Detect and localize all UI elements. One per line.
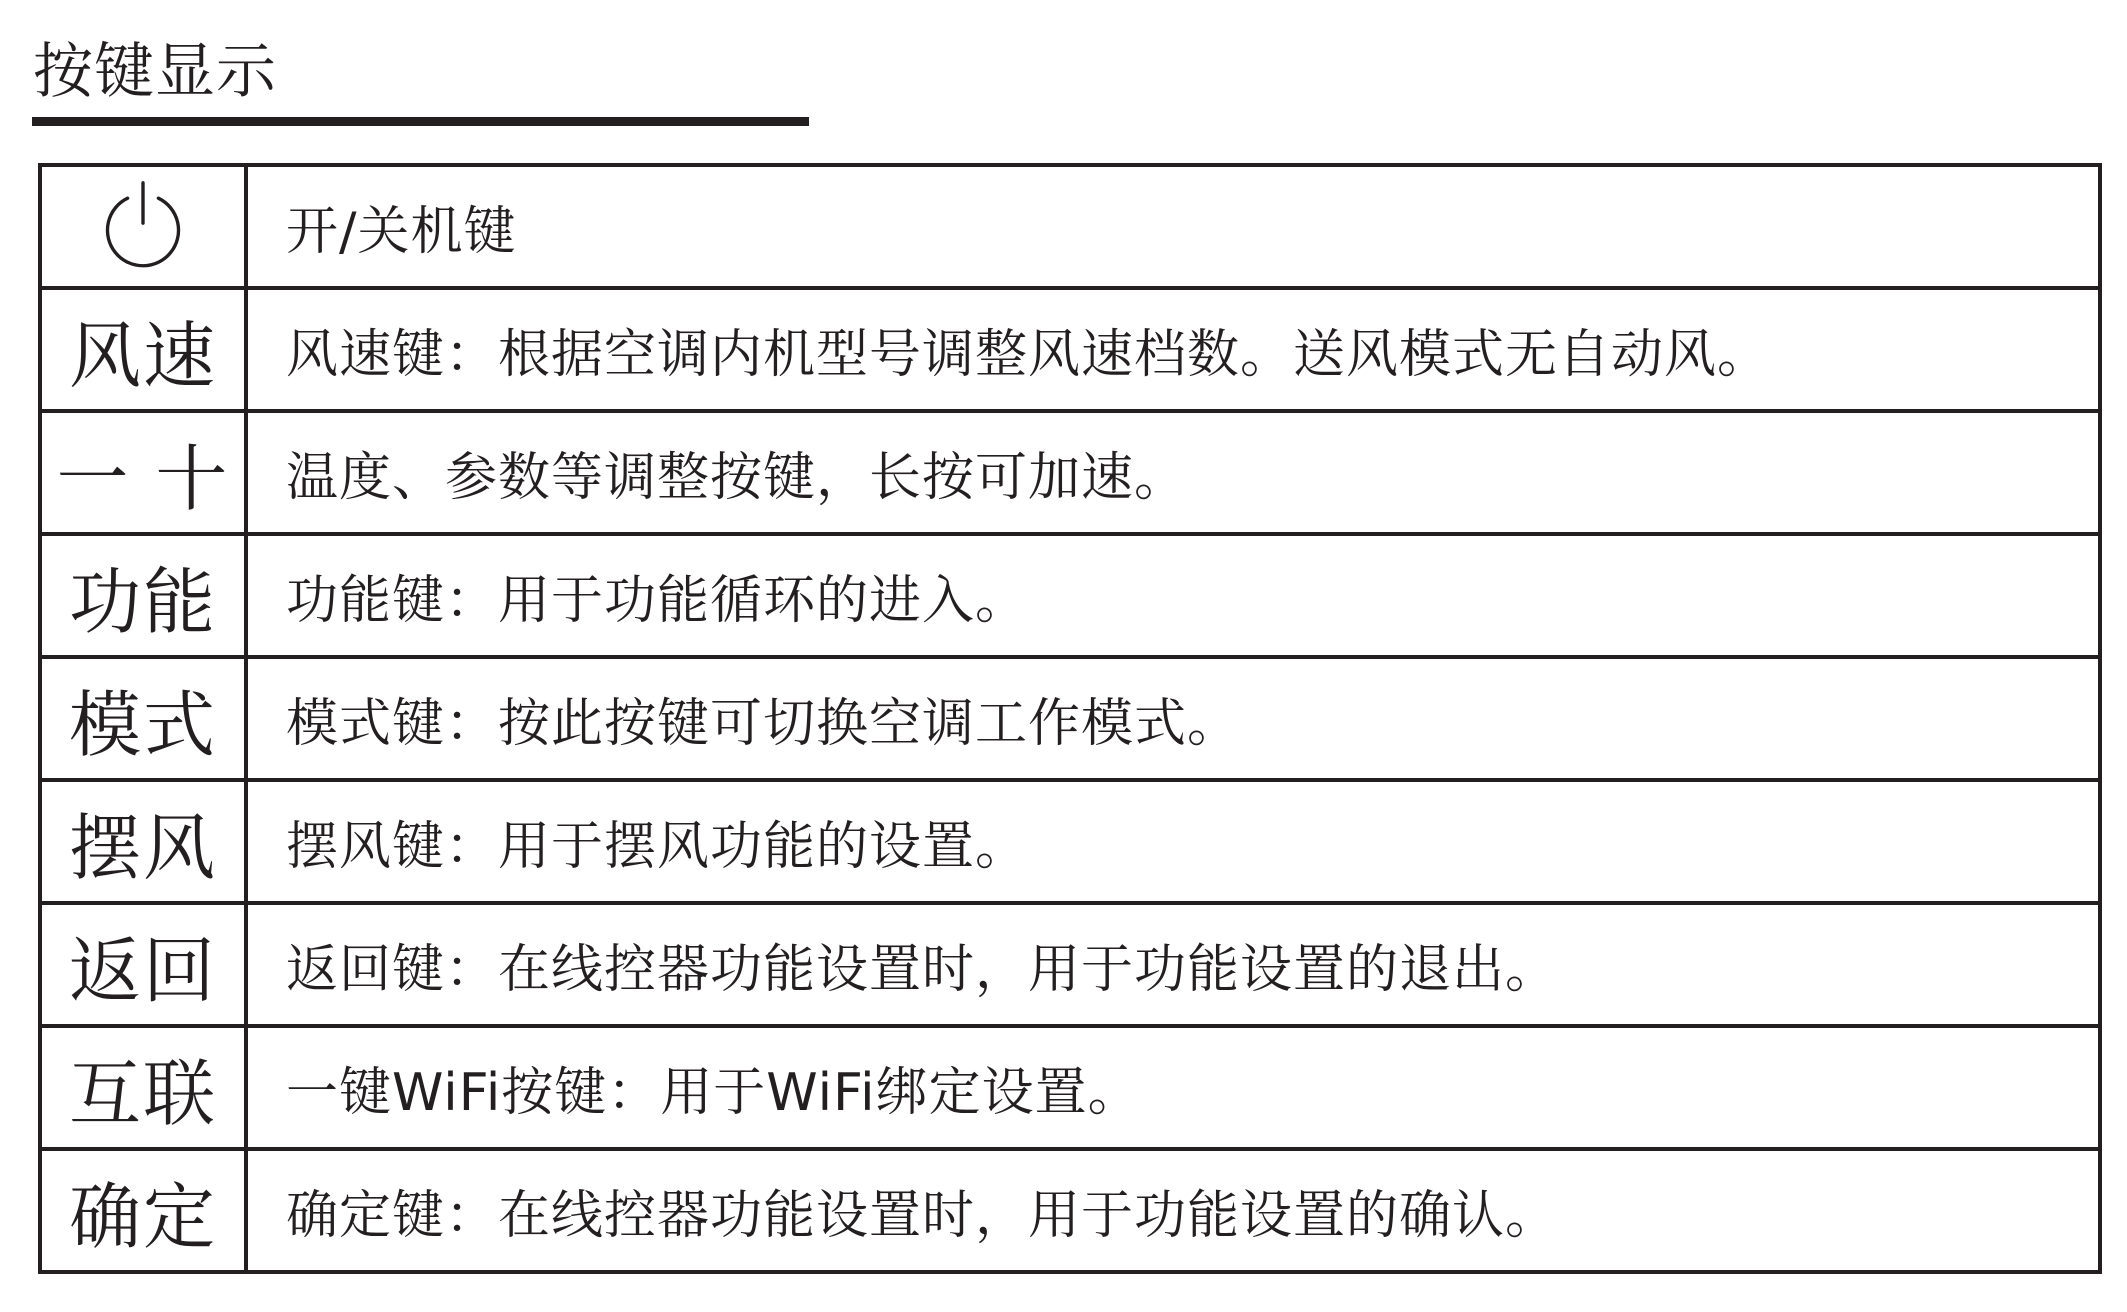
description-cell: 确定键：在线控器功能设置时，用于功能设置的确认。 <box>246 1149 2100 1272</box>
power-icon <box>95 179 191 275</box>
table-row <box>40 288 2100 411</box>
table-row <box>40 657 2100 780</box>
table-row <box>40 534 2100 657</box>
table-row <box>40 1026 2100 1149</box>
key-function-table <box>38 163 2102 1274</box>
description-cell: 风速键：根据空调内机型号调整风速档数。送风模式无自动风。 <box>246 288 2100 411</box>
key-label-fan-speed: 风速 <box>40 288 246 411</box>
table-row <box>40 411 2100 534</box>
key-label-swing: 摆风 <box>40 780 246 903</box>
table-row <box>40 903 2100 1026</box>
description-cell: 返回键：在线控器功能设置时，用于功能设置的退出。 <box>246 903 2100 1026</box>
key-label-back: 返回 <box>40 903 246 1026</box>
description-cell: 摆风键：用于摆风功能的设置。 <box>246 780 2100 903</box>
key-label-confirm: 确定 <box>40 1149 246 1272</box>
table-row <box>40 780 2100 903</box>
key-label-function: 功能 <box>40 534 246 657</box>
table-row <box>40 1149 2100 1272</box>
description-cell: 功能键：用于功能循环的进入。 <box>246 534 2100 657</box>
table-row <box>40 165 2100 288</box>
description-cell: 温度、参数等调整按键，长按可加速。 <box>246 411 2100 534</box>
key-cell-power <box>40 165 246 288</box>
section-title: 按键显示 <box>33 37 277 107</box>
key-label-wifi-link: 互联 <box>40 1026 246 1149</box>
description-cell: 一键WiFi按键：用于WiFi绑定设置。 <box>246 1026 2100 1149</box>
description-cell: 模式键：按此按键可切换空调工作模式。 <box>246 657 2100 780</box>
title-underline <box>32 117 809 126</box>
description-cell: 开/关机键 <box>246 165 2100 288</box>
key-label-mode: 模式 <box>40 657 246 780</box>
key-label-minus-plus: 一 十 <box>40 411 246 534</box>
